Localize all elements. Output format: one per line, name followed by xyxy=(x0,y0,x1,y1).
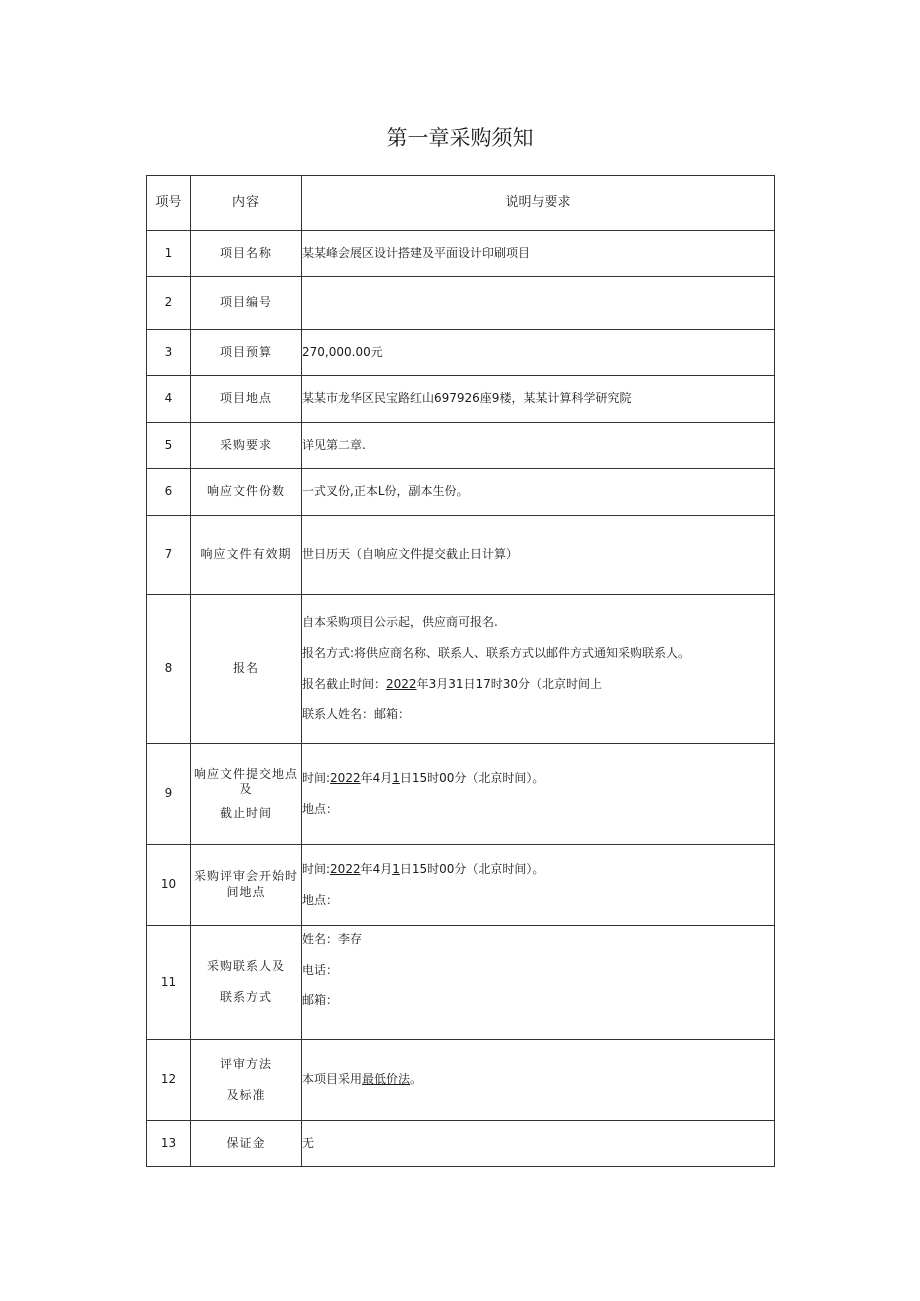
row-item: 响应文件提交地点 及 截止时间 xyxy=(191,744,302,845)
row-no: 2 xyxy=(147,277,191,330)
table-row xyxy=(147,376,775,423)
table-row xyxy=(147,469,775,516)
header-desc: 说明与要求 xyxy=(302,176,775,231)
table-row xyxy=(147,595,775,744)
row-no: 11 xyxy=(147,926,191,1040)
desc-line: 地点： xyxy=(302,801,339,816)
desc-line: 报名截止时间：2022年3月31日17时30分（北京时间上 xyxy=(302,676,603,691)
row-item: 评审方法 及标准 xyxy=(191,1040,302,1121)
desc-line: 电话： xyxy=(302,962,339,977)
row-item: 项目名称 xyxy=(191,231,302,277)
table-row xyxy=(147,845,775,926)
row-item: 响应文件有效期 xyxy=(191,516,302,595)
page-title: 第一章采购须知 xyxy=(386,126,534,150)
row-desc: 世日历天（自响应文件提交截止日计算） xyxy=(302,516,775,595)
row-item: 报名 xyxy=(191,595,302,744)
row-no: 5 xyxy=(147,423,191,469)
desc-line: 时间:2022年4月1日15时00分（北京时间）。 xyxy=(302,861,545,876)
row-item: 响应文件份数 xyxy=(191,469,302,516)
row-item: 保证金 xyxy=(191,1121,302,1167)
desc-line: 自本采购项目公示起，供应商可报名. xyxy=(302,615,498,630)
row-no: 6 xyxy=(147,469,191,516)
desc-line: 联系人姓名：邮箱： xyxy=(302,707,411,722)
row-no: 8 xyxy=(147,595,191,744)
table-header-row xyxy=(147,176,775,231)
desc-line: 地点： xyxy=(302,892,339,907)
table-row xyxy=(147,277,775,330)
row-no: 1 xyxy=(147,231,191,277)
row-desc xyxy=(302,744,775,845)
table-row xyxy=(147,744,775,845)
table-row xyxy=(147,330,775,376)
row-item: 项目编号 xyxy=(191,277,302,330)
row-no: 13 xyxy=(147,1121,191,1167)
table-row xyxy=(147,1040,775,1121)
row-desc xyxy=(302,926,775,1040)
desc-line: 报名方式:将供应商名称、联系人、联系方式以邮件方式通知采购联系人。 xyxy=(302,645,691,660)
row-item: 项目预算 xyxy=(191,330,302,376)
header-content: 内容 xyxy=(191,176,302,231)
row-item: 项目地点 xyxy=(191,376,302,423)
table-row xyxy=(147,1121,775,1167)
row-desc xyxy=(302,595,775,744)
row-no: 9 xyxy=(147,744,191,845)
row-desc: 某某峰会展区设计搭建及平面设计印刷项目 xyxy=(302,231,775,277)
row-no: 4 xyxy=(147,376,191,423)
row-desc: 某某市龙华区民宝路红山697926座9楼，某某计算科学研究院 xyxy=(302,376,775,423)
desc-line: 时间:2022年4月1日15时00分（北京时间）。 xyxy=(302,770,545,785)
row-desc: 本项目采用最低价法。 xyxy=(302,1040,775,1121)
desc-line: 姓名：李存 xyxy=(302,932,363,946)
table-row xyxy=(147,231,775,277)
table-row xyxy=(147,516,775,595)
table-row xyxy=(147,423,775,469)
row-no: 7 xyxy=(147,516,191,595)
row-desc: 详见第二章. xyxy=(302,423,775,469)
row-no: 12 xyxy=(147,1040,191,1121)
procurement-table xyxy=(146,175,775,1167)
row-no: 10 xyxy=(147,845,191,926)
row-no: 3 xyxy=(147,330,191,376)
row-item: 采购联系人及 联系方式 xyxy=(191,926,302,1040)
row-item: 采购要求 xyxy=(191,423,302,469)
row-desc: 无 xyxy=(302,1121,775,1167)
header-no: 项号 xyxy=(147,176,191,231)
desc-line: 邮箱： xyxy=(302,993,339,1008)
table-row xyxy=(147,926,775,1040)
row-item: 采购评审会开始时 间地点 xyxy=(191,845,302,926)
row-desc: 270,000.00元 xyxy=(302,330,775,376)
row-desc xyxy=(302,845,775,926)
row-desc xyxy=(302,277,775,330)
row-desc: 一式叉份,正本L份，副本生份。 xyxy=(302,469,775,516)
